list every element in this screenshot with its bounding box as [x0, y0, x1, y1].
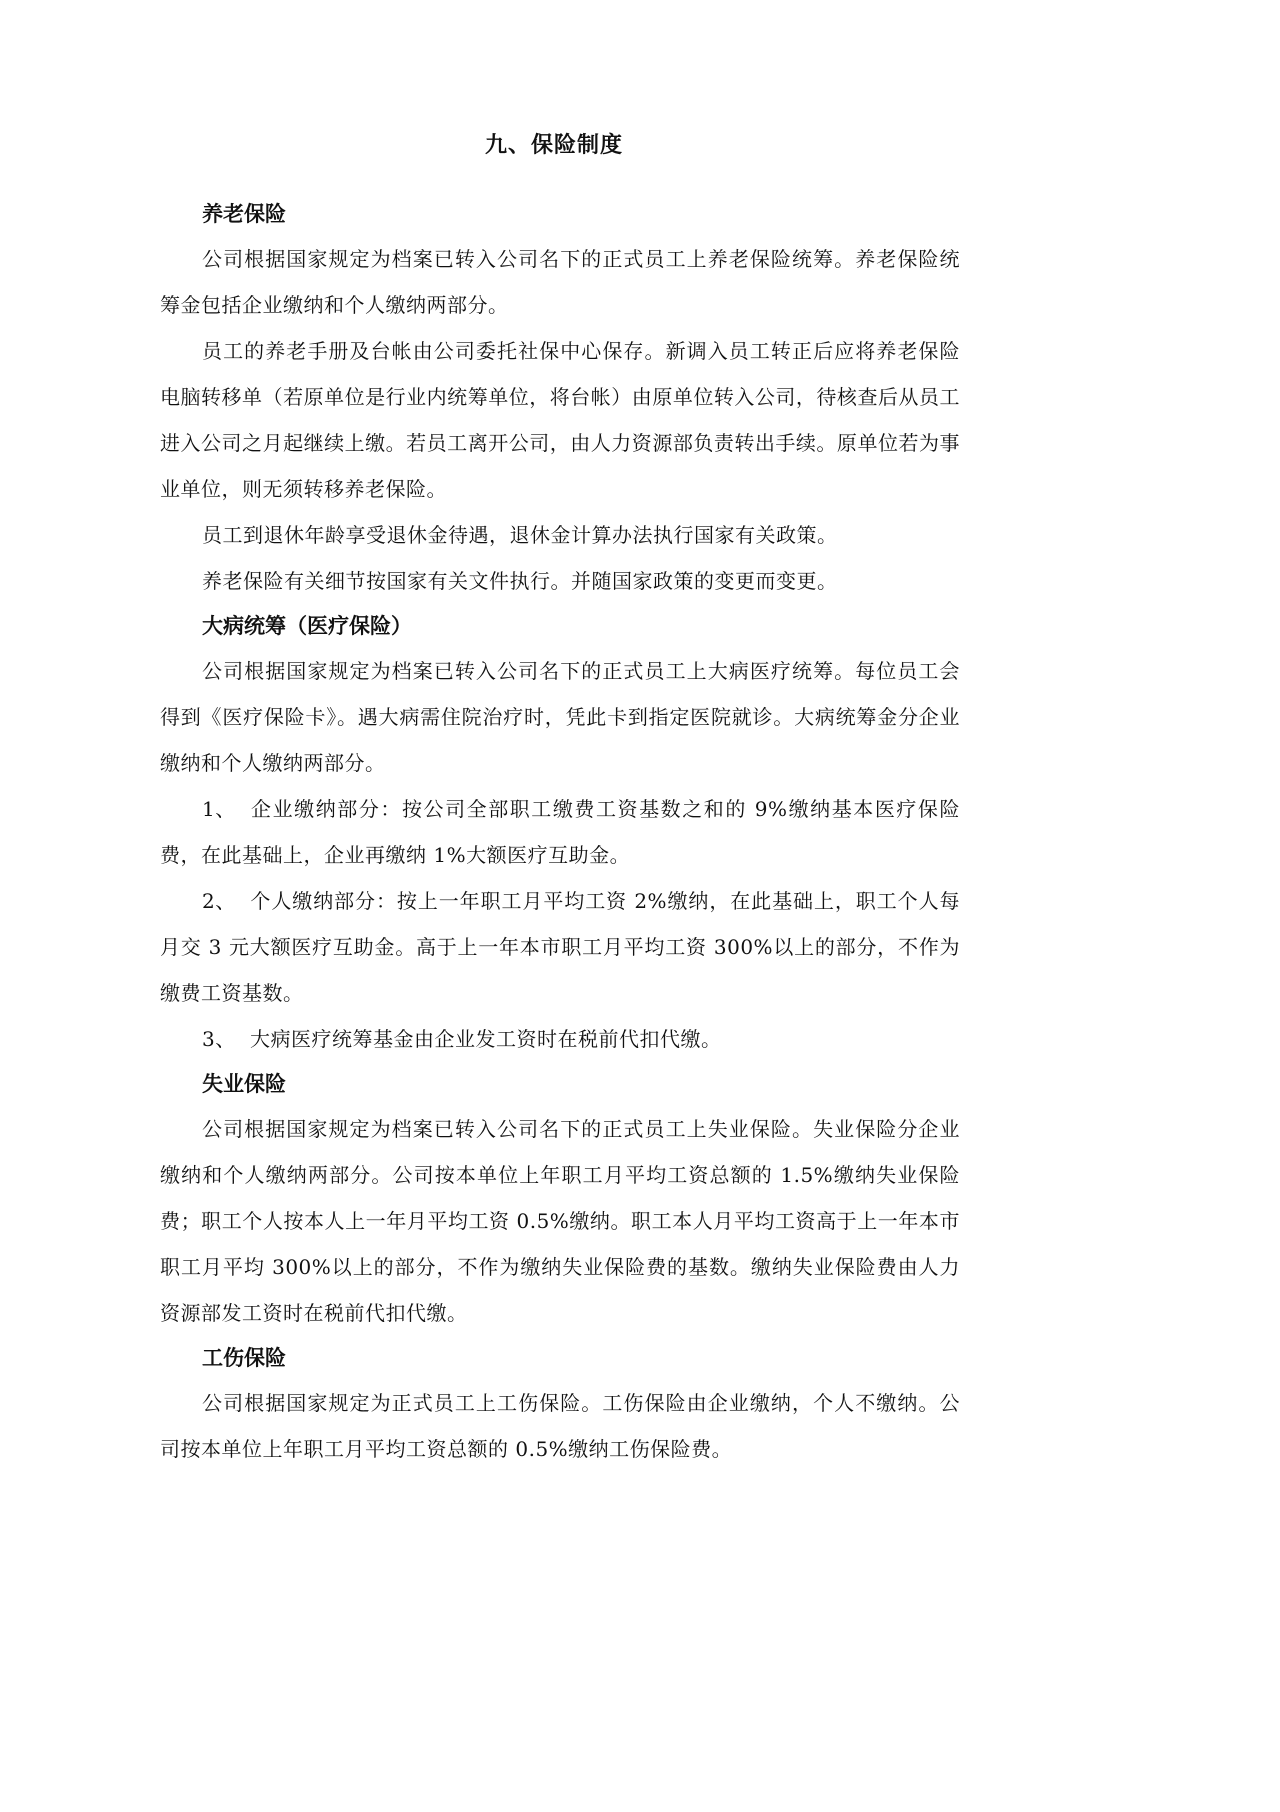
- section-medical: [160, 604, 960, 1062]
- section-pension: [160, 192, 960, 604]
- list-item-text: 企业缴纳部分：按公司全部职工缴费工资基数之和的 9%缴纳基本医疗保险费，在此基础上，企业再缴纳 1%大额医疗互助金。: [160, 797, 960, 867]
- paragraph: 养老保险有关细节按国家有关文件执行。并随国家政策的变更而变更。: [202, 569, 838, 593]
- section-heading-medical: 大病统筹（医疗保险）: [202, 614, 412, 638]
- list-item-text: 个人缴纳部分：按上一年职工月平均工资 2%缴纳，在此基础上，职工个人每月交 3 元大额医疗互助金。高于上一年本市职工月平均工资 300%以上的部分，不作为缴费工资基数。: [160, 889, 960, 1005]
- section-heading-injury: 工伤保险: [202, 1346, 286, 1370]
- list-item: [160, 1016, 960, 1062]
- section-unemployment: [160, 1062, 960, 1336]
- section-injury: [160, 1336, 960, 1472]
- paragraph: 公司根据国家规定为正式员工上工伤保险。工伤保险由企业缴纳，个人不缴纳。公司按本单位上年职工月平均工资总额的 0.5%缴纳工伤保险费。: [160, 1391, 960, 1461]
- paragraph: 公司根据国家规定为档案已转入公司名下的正式员工上失业保险。失业保险分企业缴纳和个人缴纳两部分。公司按本单位上年职工月平均工资总额的 1.5%缴纳失业保险费；职工个人按本人上一年月平均工资 0.5%缴纳。职工本人月平均工资高于上一年本市职工月平均 300%以上的部分，不作为缴纳失业保险费的基数。缴纳失业保险费由人力资源部发工资时在税前代扣代缴。: [160, 1117, 960, 1325]
- list-item-number: 3、: [202, 1027, 236, 1051]
- document-body: [160, 192, 960, 1472]
- page-title: 九、保险制度: [484, 133, 623, 158]
- paragraph: 公司根据国家规定为档案已转入公司名下的正式员工上养老保险统筹。养老保险统筹金包括企业缴纳和个人缴纳两部分。: [160, 247, 960, 317]
- list-item-text: 大病医疗统筹基金由企业发工资时在税前代扣代缴。: [250, 1027, 722, 1051]
- paragraph: 公司根据国家规定为档案已转入公司名下的正式员工上大病医疗统筹。每位员工会得到《医疗保险卡》。遇大病需住院治疗时，凭此卡到指定医院就诊。大病统筹金分企业缴纳和个人缴纳两部分。: [160, 659, 960, 775]
- paragraph: 员工到退休年龄享受退休金待遇，退休金计算办法执行国家有关政策。: [202, 523, 838, 547]
- list-item: [160, 878, 960, 1016]
- list-item-number: 2、: [202, 889, 236, 913]
- paragraph: 员工的养老手册及台帐由公司委托社保中心保存。新调入员工转正后应将养老保险电脑转移单（若原单位是行业内统筹单位，将台帐）由原单位转入公司，待核查后从员工进入公司之月起继续上缴。若员工离开公司，由人力资源部负责转出手续。原单位若为事业单位，则无须转移养老保险。: [160, 339, 960, 501]
- section-heading-unemployment: 失业保险: [202, 1072, 286, 1096]
- list-item-number: 1、: [202, 797, 236, 821]
- list-item: [160, 786, 960, 878]
- section-heading-pension: 养老保险: [202, 202, 286, 226]
